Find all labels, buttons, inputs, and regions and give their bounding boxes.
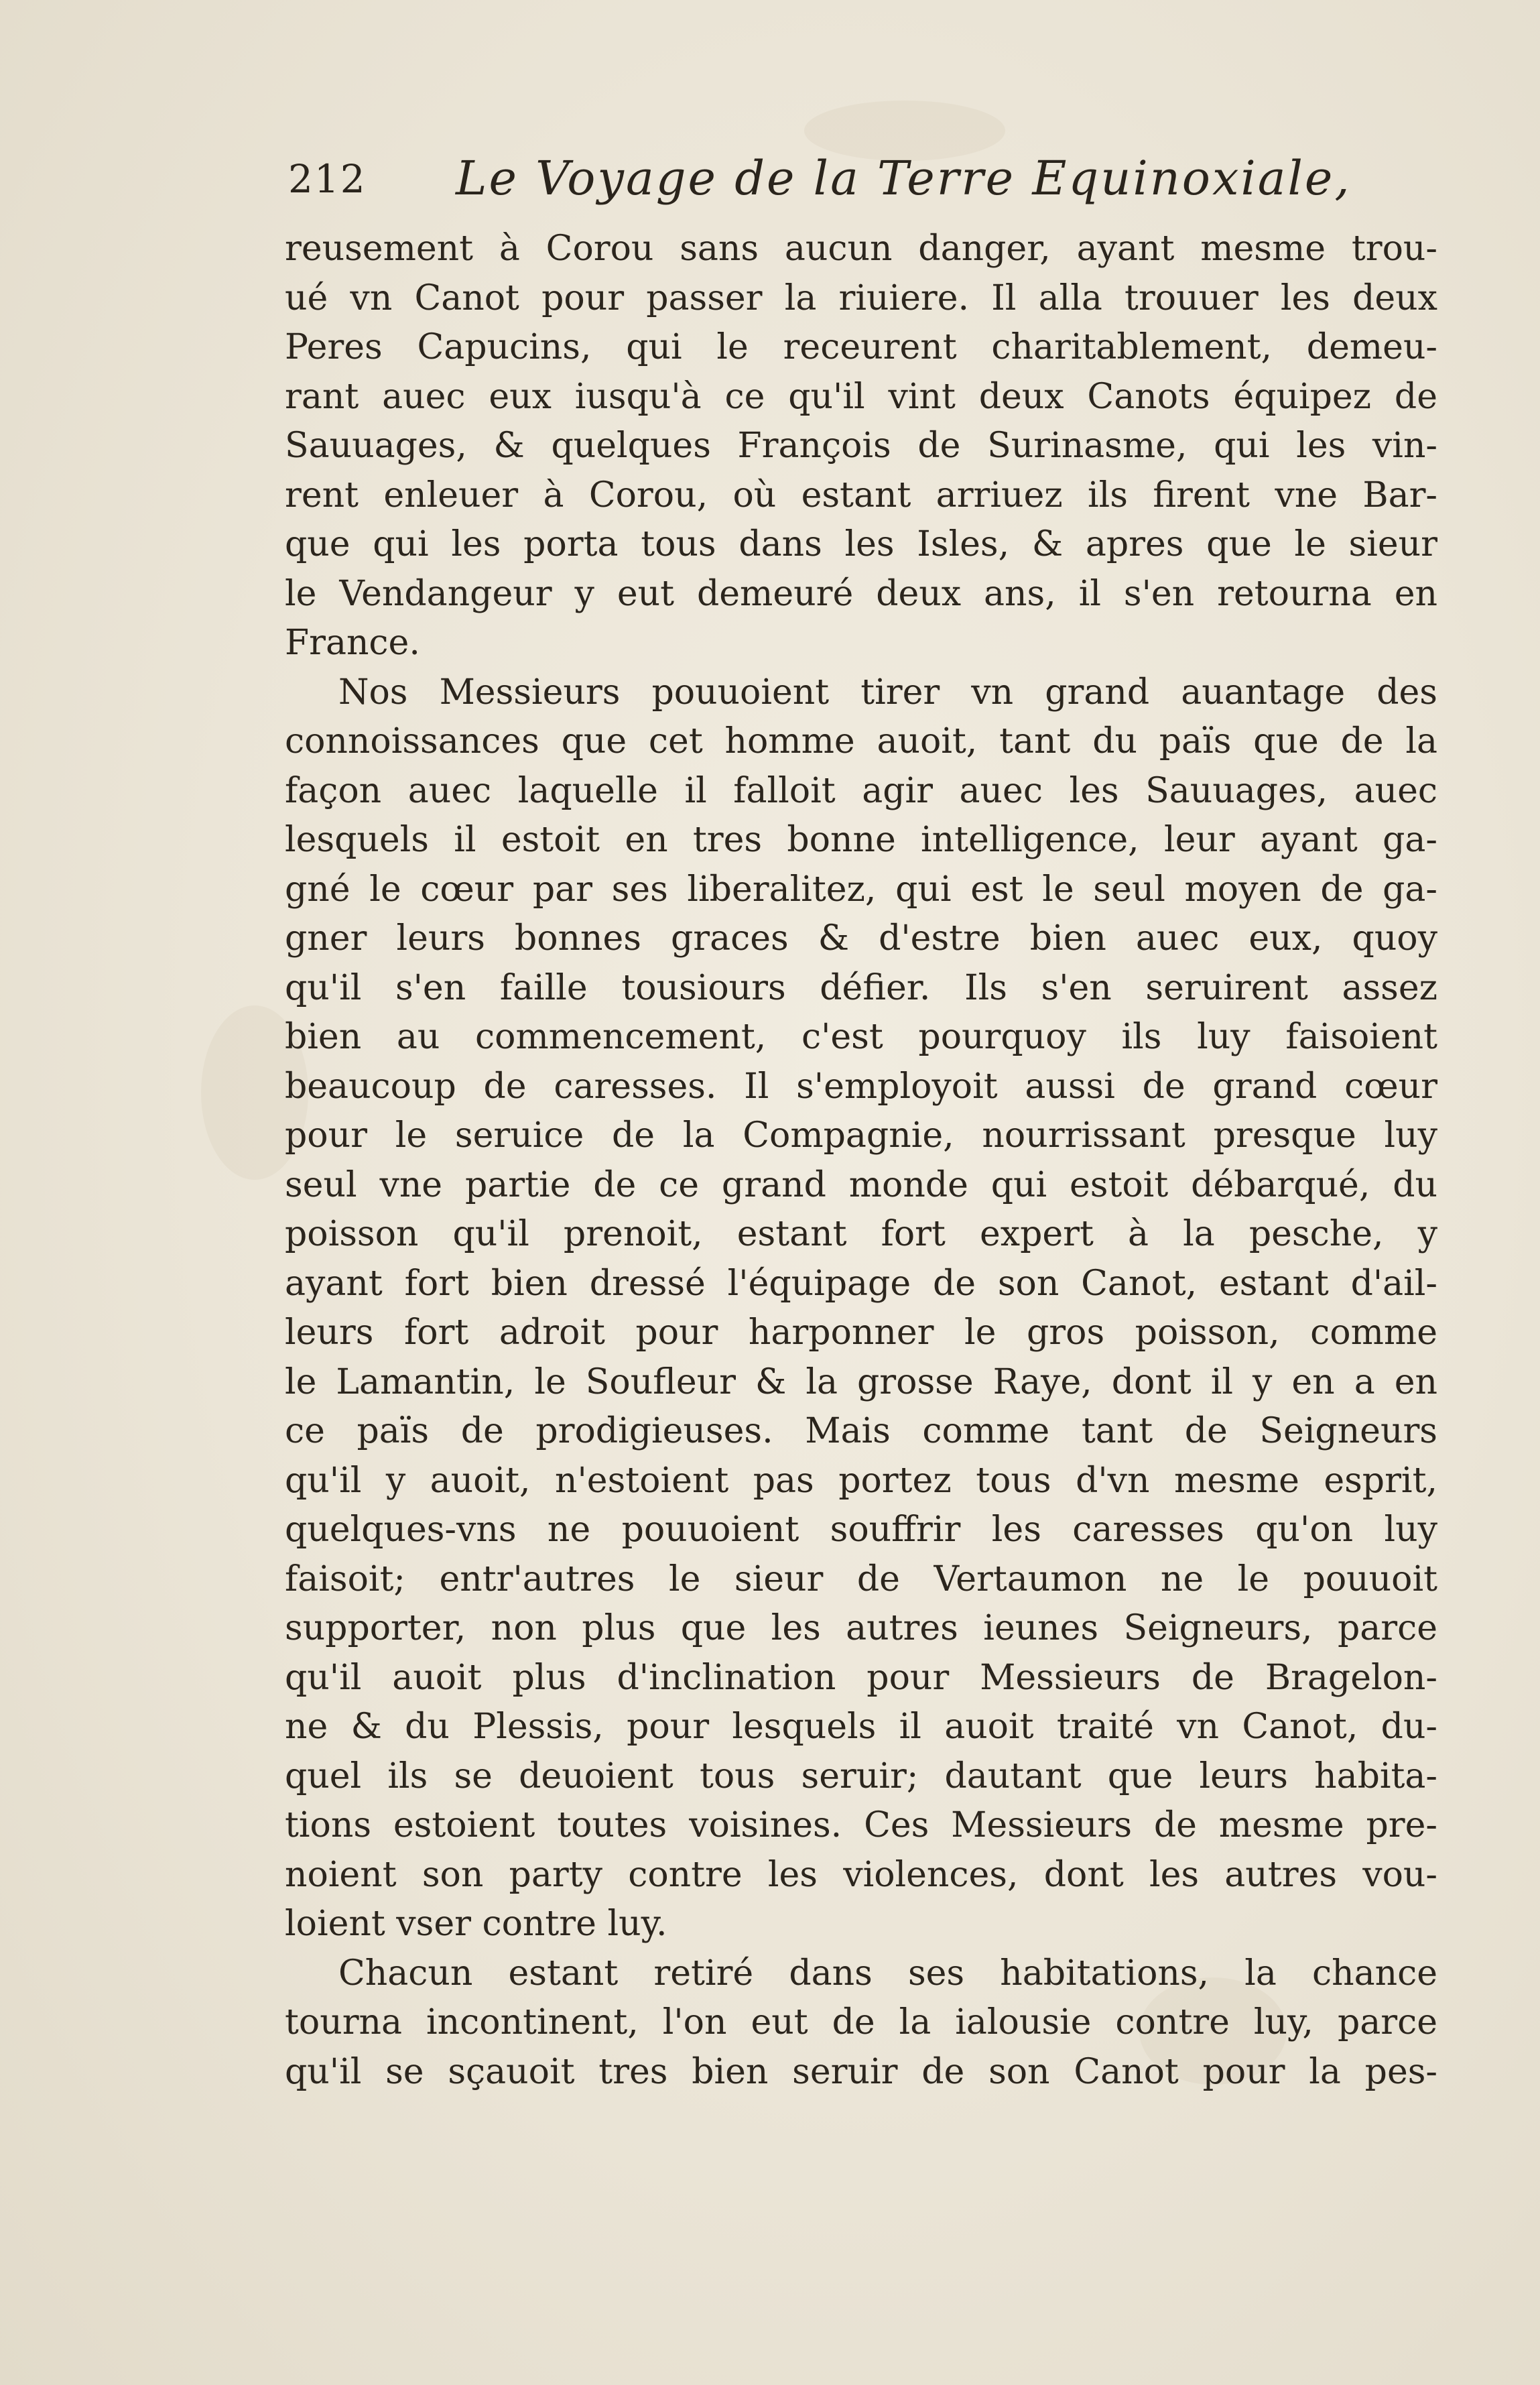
text-line: quelques-vns ne pouuoient souffrir les caresses qu'on luy: [285, 1510, 1437, 1550]
text-line: ayant fort bien dressé l'équipage de son Canot, estant d'ail-: [285, 1263, 1437, 1304]
text-line: ce païs de prodigieuses. Mais comme tant de Seigneurs: [285, 1411, 1437, 1451]
text-line: tions estoient toutes voisines. Ces Messieurs de mesme pre-: [285, 1805, 1437, 1845]
text-line: noient son party contre les violences, dont les autres vou-: [285, 1854, 1437, 1895]
body-text: [285, 225, 1437, 2097]
text-line: qu'il auoit plus d'inclination pour Messieurs de Bragelon-: [285, 1657, 1437, 1698]
text-line: le Vendangeur y eut demeuré deux ans, il s'en retourna en: [285, 573, 1437, 614]
text-line: connoissances que cet homme auoit, tant du païs que de la: [285, 721, 1437, 761]
text-line: France.: [285, 623, 420, 663]
text-line: pour le seruice de la Compagnie, nourrissant presque luy: [285, 1115, 1437, 1156]
text-line: rant auec eux iusqu'à ce qu'il vint deux Canots équipez de: [285, 376, 1437, 417]
text-line: que qui les porta tous dans les Isles, & apres que le sieur: [285, 524, 1437, 564]
text-line: Peres Capucins, qui le receurent charitablement, demeu-: [285, 327, 1437, 367]
text-line: Sauuages, & quelques François de Surinasme, qui les vin-: [285, 426, 1437, 466]
text-line: rent enleuer à Corou, où estant arriuez ils firent vne Bar-: [285, 475, 1437, 515]
text-line: loient vser contre luy.: [285, 1904, 667, 1944]
text-line: qu'il se sçauoit tres bien seruir de son Canot pour la pes-: [285, 2051, 1437, 2092]
page-number: 212: [288, 156, 367, 202]
text-line: gner leurs bonnes graces & d'estre bien auec eux, quoy: [285, 918, 1437, 959]
text-line: qu'il y auoit, n'estoient pas portez tous d'vn mesme esprit,: [285, 1460, 1437, 1501]
text-line: supporter, non plus que les autres ieunes Seigneurs, parce: [285, 1608, 1437, 1648]
text-line: lesquels il estoit en tres bonne intelligence, leur ayant ga-: [285, 820, 1437, 860]
text-line: leurs fort adroit pour harponner le gros poisson, comme: [285, 1312, 1437, 1353]
text-line: bien au commencement, c'est pourquoy ils luy faisoient: [285, 1017, 1437, 1057]
text-line: gné le cœur par ses liberalitez, qui est le seul moyen de ga-: [285, 869, 1437, 910]
running-title: Le Voyage de la Terre Equinoxiale,: [456, 151, 1352, 206]
text-line: seul vne partie de ce grand monde qui estoit débarqué, du: [285, 1164, 1437, 1205]
text-line: qu'il s'en faille tousiours défier. Ils s'en seruirent assez: [285, 967, 1437, 1008]
text-line: ué vn Canot pour passer la riuiere. Il alla trouuer les deux: [285, 278, 1437, 318]
text-line: faisoit; entr'autres le sieur de Vertaumon ne le pouuoit: [285, 1558, 1437, 1599]
text-line: le Lamantin, le Soufleur & la grosse Raye, dont il y en a en: [285, 1361, 1437, 1402]
text-line: reusement à Corou sans aucun danger, ayant mesme trou-: [285, 229, 1437, 269]
text-line: Nos Messieurs pouuoient tirer vn grand auantage des: [338, 672, 1437, 713]
text-line: beaucoup de caresses. Il s'employoit aussi de grand cœur: [285, 1066, 1437, 1107]
text-line: tourna incontinent, l'on eut de la ialousie contre luy, parce: [285, 2002, 1437, 2042]
text-line: poisson qu'il prenoit, estant fort expert à la pesche, y: [285, 1214, 1437, 1254]
page-header: [288, 151, 1441, 218]
text-line: façon auec laquelle il falloit agir auec les Sauuages, auec: [285, 770, 1437, 811]
text-line: ne & du Plessis, pour lesquels il auoit traité vn Canot, du-: [285, 1707, 1437, 1747]
text-line: quel ils se deuoient tous seruir; dautant que leurs habita-: [285, 1756, 1437, 1796]
text-line: Chacun estant retiré dans ses habitations, la chance: [338, 1953, 1437, 1994]
